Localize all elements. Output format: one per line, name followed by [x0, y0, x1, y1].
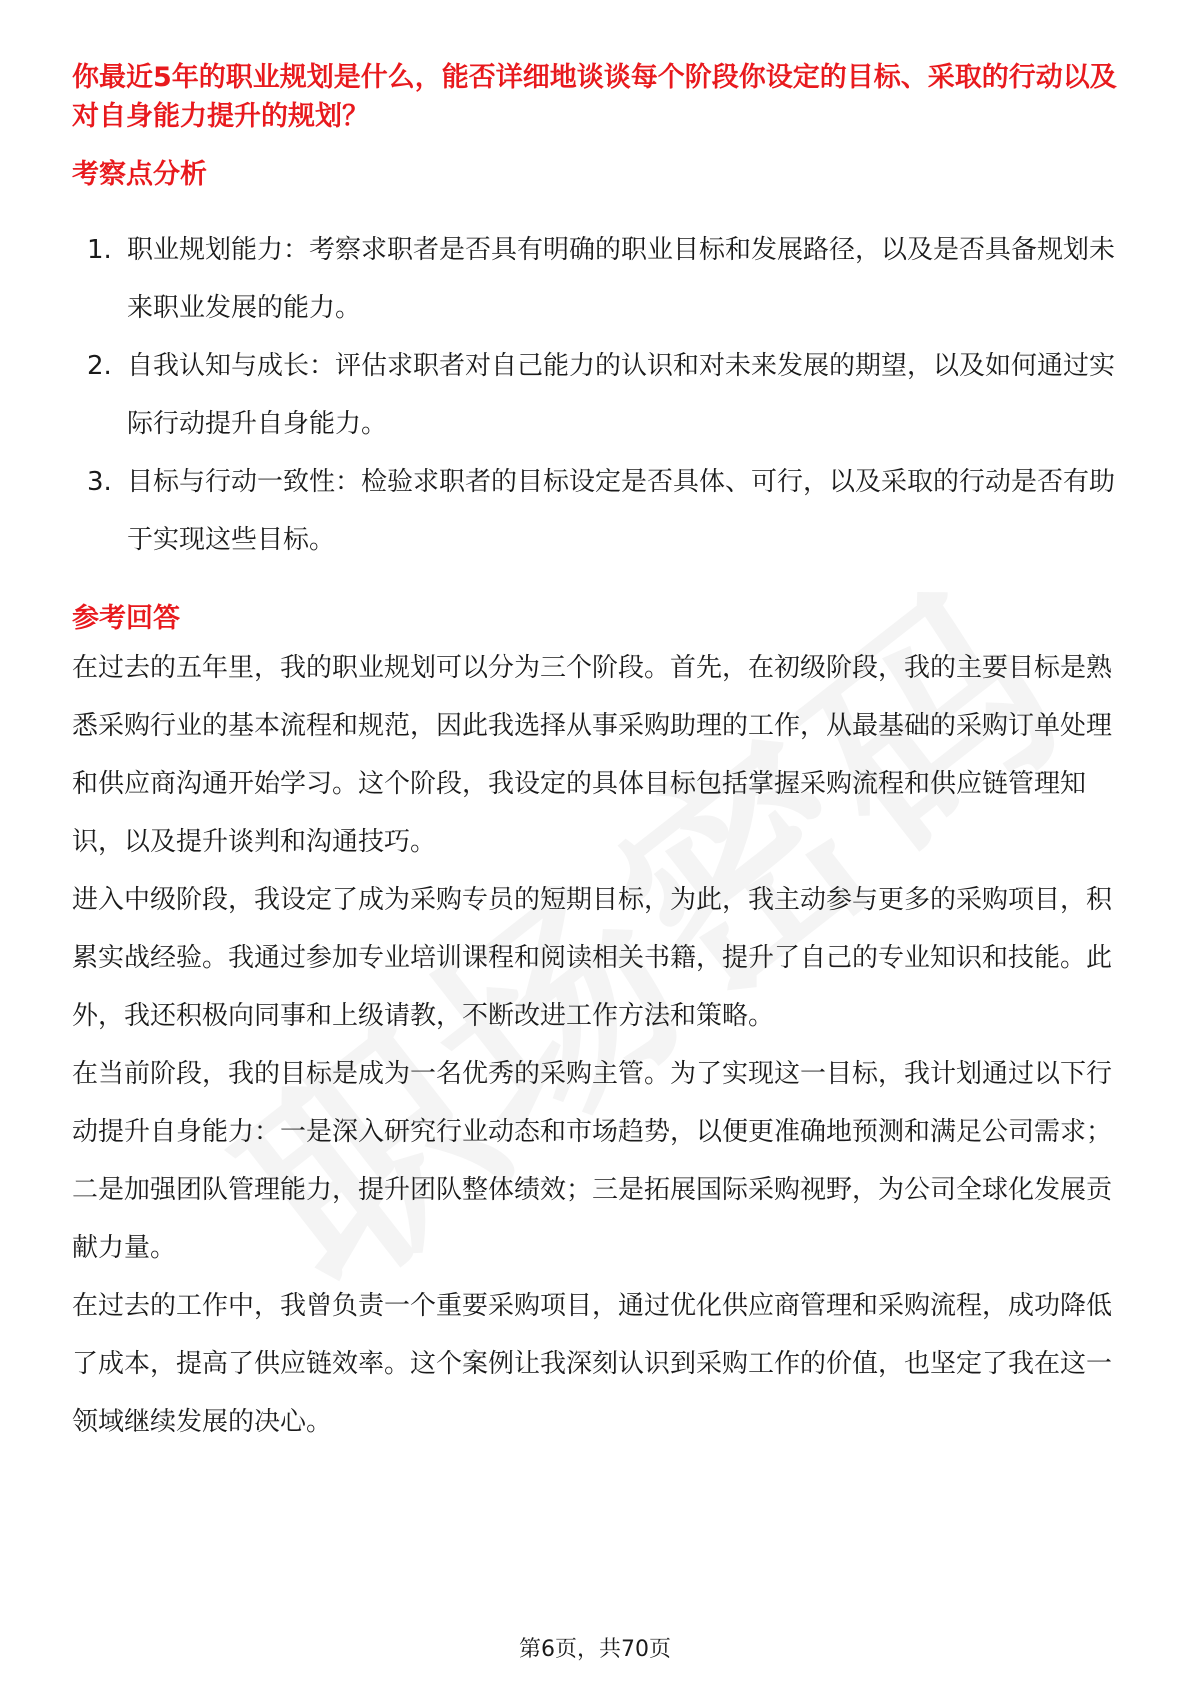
list-item [72, 453, 1122, 569]
list-item-number: 1. [87, 235, 112, 265]
analysis-heading: 考察点分析 [72, 159, 207, 190]
answer-paragraph: 在过去的五年里，我的职业规划可以分为三个阶段。首先，在初级阶段，我的主要目标是熟悉采购行业的基本流程和规范，因此我选择从事采购助理的工作，从最基础的采购订单处理和供应商沟通开始学习。这个阶段，我设定的具体目标包括掌握采购流程和供应链管理知识，以及提升谈判和沟通技巧。 [72, 653, 1113, 857]
page-number: 第6页，共70页 [519, 1637, 671, 1662]
list-item-text: 职业规划能力：考察求职者是否具有明确的职业目标和发展路径，以及是否具备规划未来职业发展的能力。 [127, 235, 1116, 323]
answer-heading: 参考回答 [72, 603, 180, 634]
answer-paragraph: 在当前阶段，我的目标是成为一名优秀的采购主管。为了实现这一目标，我计划通过以下行动提升自身能力：一是深入研究行业动态和市场趋势，以便更准确地预测和满足公司需求；二是加强团队管理能力，提升团队整体绩效；三是拓展国际采购视野，为公司全球化发展贡献力量。 [72, 1059, 1113, 1263]
question-title: 你最近5年的职业规划是什么，能否详细地谈谈每个阶段你设定的目标、采取的行动以及对自身能力提升的规划？ [72, 62, 1117, 132]
answer-paragraph: 进入中级阶段，我设定了成为采购专员的短期目标，为此，我主动参与更多的采购项目，积累实战经验。我通过参加专业培训课程和阅读相关书籍，提升了自己的专业知识和技能。此外，我还积极向同事和上级请教，不断改进工作方法和策略。 [72, 885, 1113, 1031]
answer-paragraph: 在过去的工作中，我曾负责一个重要采购项目，通过优化供应商管理和采购流程，成功降低了成本，提高了供应链效率。这个案例让我深刻认识到采购工作的价值，也坚定了我在这一领域继续发展的决心。 [72, 1291, 1113, 1437]
list-item [72, 221, 1122, 337]
list-item-text: 目标与行动一致性：检验求职者的目标设定是否具体、可行，以及采取的行动是否有助于实现这些目标。 [127, 467, 1116, 555]
list-item [72, 337, 1122, 453]
document-body [72, 58, 1122, 1451]
analysis-list [72, 221, 1122, 569]
list-item-number: 3. [87, 467, 112, 497]
list-item-number: 2. [87, 351, 112, 381]
list-item-text: 自我认知与成长：评估求职者对自己能力的认识和对未来发展的期望，以及如何通过实际行动提升自身能力。 [127, 351, 1116, 439]
